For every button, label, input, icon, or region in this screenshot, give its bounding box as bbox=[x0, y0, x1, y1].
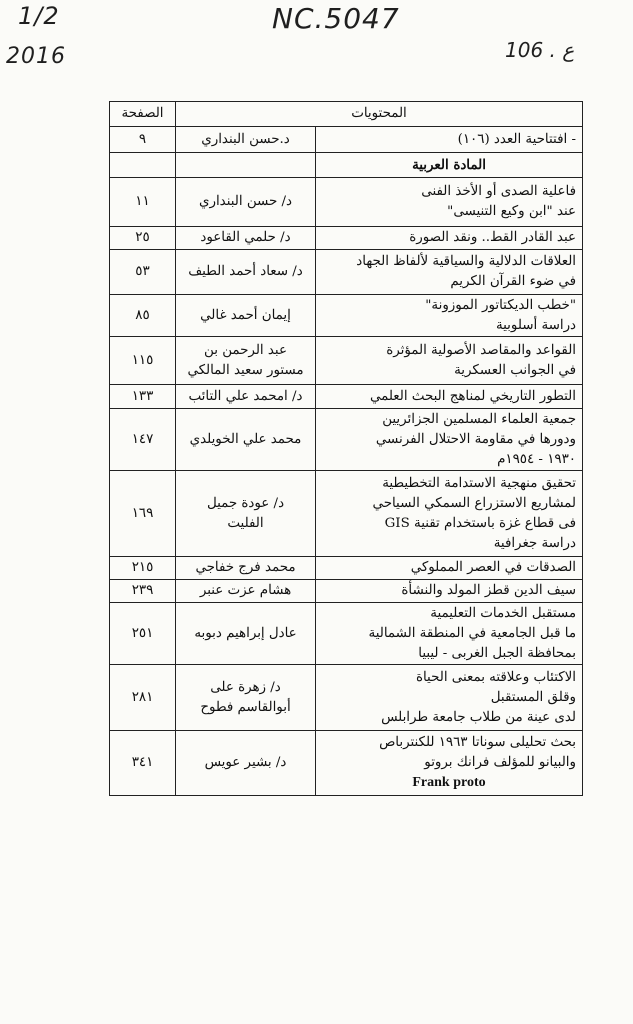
table-row bbox=[110, 731, 583, 796]
author-line: د/ بشير عويس bbox=[204, 755, 287, 770]
article-author bbox=[176, 557, 316, 580]
title-line: فاعلية الصدى أو الأخذ الفنى bbox=[421, 184, 576, 199]
table-row bbox=[110, 178, 583, 227]
title-line: الصدقات في العصر المملوكي bbox=[410, 560, 576, 575]
article-page-number bbox=[110, 153, 176, 178]
title-line: جمعية العلماء المسلمين الجزائريين bbox=[382, 411, 576, 427]
author-line: أبوالقاسم فطوح bbox=[200, 699, 291, 715]
article-title bbox=[316, 603, 583, 665]
author-line: د/ زهرة على bbox=[210, 679, 281, 695]
header-page: الصفحة bbox=[110, 102, 176, 127]
table-row bbox=[110, 603, 583, 665]
article-page-number: ١١٥ bbox=[110, 337, 176, 385]
title-line: ١٩٣٠ - ١٩٥٤م bbox=[497, 451, 576, 467]
table-row bbox=[110, 409, 583, 471]
article-author bbox=[176, 665, 316, 731]
table-row bbox=[110, 580, 583, 603]
article-author bbox=[176, 178, 316, 227]
article-title bbox=[316, 337, 583, 385]
article-author bbox=[176, 603, 316, 665]
article-author bbox=[176, 337, 316, 385]
article-title bbox=[316, 471, 583, 557]
author-line: مستور سعيد المالكي bbox=[187, 362, 304, 378]
title-line: بحث تحليلى سوناتا ١٩٦٣ للكنترباص bbox=[379, 735, 576, 750]
article-title bbox=[316, 557, 583, 580]
title-line: وقلق المستقبل bbox=[490, 689, 576, 705]
article-page-number: ٩ bbox=[110, 127, 176, 153]
article-title bbox=[316, 178, 583, 227]
title-line: عند "ابن وكيع التنيسى" bbox=[447, 204, 576, 219]
table-row bbox=[110, 471, 583, 557]
author-line: د/ حلمي القاعود bbox=[200, 230, 291, 245]
article-page-number: ١١ bbox=[110, 178, 176, 227]
title-line: في ضوء القرآن الكريم bbox=[450, 274, 576, 289]
article-page-number: ٢٥ bbox=[110, 227, 176, 250]
article-page-number: ٥٣ bbox=[110, 250, 176, 295]
handwritten-issue-number: 106 . ع bbox=[505, 38, 575, 62]
article-page-number: ١٦٩ bbox=[110, 471, 176, 557]
title-line: بمحافظة الجبل الغربى - ليبيا bbox=[418, 645, 576, 661]
title-line: مستقبل الخدمات التعليمية bbox=[430, 605, 576, 621]
article-author bbox=[176, 580, 316, 603]
title-line: والبيانو للمؤلف فرانك بروتو bbox=[424, 755, 576, 770]
title-line: القواعد والمقاصد الأصولية المؤثرة bbox=[386, 342, 576, 358]
table-row bbox=[110, 295, 583, 337]
author-line: د/ سعاد أحمد الطيف bbox=[188, 264, 303, 279]
article-title bbox=[316, 127, 583, 153]
table-header-row bbox=[110, 102, 583, 127]
article-author bbox=[176, 471, 316, 557]
title-line: لدى عينة من طلاب جامعة طرابلس bbox=[381, 709, 576, 725]
author-line: هشام عزت عنبر bbox=[199, 583, 292, 598]
article-author bbox=[176, 295, 316, 337]
article-title bbox=[316, 250, 583, 295]
author-line: إيمان أحمد غالي bbox=[200, 307, 291, 323]
article-page-number: ٣٤١ bbox=[110, 731, 176, 796]
title-line: العلاقات الدلالية والسياقية لألفاظ الجهاد bbox=[356, 254, 576, 269]
title-line: عبد القادر القط.. ونقد الصورة bbox=[409, 230, 576, 245]
header-contents: المحتويات bbox=[176, 102, 583, 127]
article-author bbox=[176, 385, 316, 409]
article-page-number: ٨٥ bbox=[110, 295, 176, 337]
table-row bbox=[110, 250, 583, 295]
title-line: في الجوانب العسكرية bbox=[454, 362, 576, 378]
article-title bbox=[316, 153, 583, 178]
author-line: الفليت bbox=[227, 515, 264, 531]
handwritten-catalog-number: NC.5047 bbox=[272, 2, 400, 35]
article-author bbox=[176, 409, 316, 471]
title-line: لمشاريع الاستزراع السمكي السياحي bbox=[372, 495, 576, 511]
table-row bbox=[110, 385, 583, 409]
title-line: Frank proto bbox=[412, 775, 486, 790]
author-line: محمد فرج خفاجي bbox=[195, 560, 296, 575]
article-page-number: ٢٣٩ bbox=[110, 580, 176, 603]
table-row bbox=[110, 665, 583, 731]
table-row bbox=[110, 337, 583, 385]
title-line: ما قبل الجامعية في المنطقة الشمالية bbox=[368, 625, 576, 641]
table-row bbox=[110, 557, 583, 580]
article-author bbox=[176, 153, 316, 178]
article-author bbox=[176, 227, 316, 250]
author-line: عادل إبراهيم دبوبه bbox=[194, 625, 297, 641]
article-title bbox=[316, 580, 583, 603]
article-page-number: ٢٥١ bbox=[110, 603, 176, 665]
article-title bbox=[316, 409, 583, 471]
title-line: سيف الدين قطز المولد والنشأة bbox=[401, 583, 576, 598]
title-line: التطور التاريخي لمناهج البحث العلمي bbox=[369, 388, 576, 404]
handwritten-year: 2016 bbox=[6, 44, 66, 69]
author-line: د.حسن البنداري bbox=[201, 131, 290, 147]
article-author bbox=[176, 250, 316, 295]
article-title bbox=[316, 295, 583, 337]
article-author bbox=[176, 127, 316, 153]
article-title bbox=[316, 385, 583, 409]
article-page-number: ١٤٧ bbox=[110, 409, 176, 471]
article-page-number: ٢٨١ bbox=[110, 665, 176, 731]
author-line: د/ عودة جميل bbox=[206, 495, 285, 511]
article-title bbox=[316, 665, 583, 731]
title-line: المادة العربية bbox=[412, 157, 486, 173]
table-row bbox=[110, 127, 583, 153]
article-page-number: ١٣٣ bbox=[110, 385, 176, 409]
author-line: عبد الرحمن بن bbox=[204, 342, 287, 358]
contents-table bbox=[109, 101, 583, 796]
handwritten-fraction: 1/2 bbox=[18, 2, 60, 30]
article-page-number: ٢١٥ bbox=[110, 557, 176, 580]
title-line: - افتتاحية العدد (١٠٦) bbox=[457, 131, 576, 147]
author-line: د/ حسن البنداري bbox=[199, 194, 292, 209]
article-author bbox=[176, 731, 316, 796]
table-row bbox=[110, 153, 583, 178]
article-title bbox=[316, 227, 583, 250]
title-line: دراسة أسلوبية bbox=[495, 317, 576, 333]
table-row bbox=[110, 227, 583, 250]
article-title bbox=[316, 731, 583, 796]
author-line: د/ امحمد علي التائب bbox=[188, 388, 303, 404]
title-line: فى قطاع غزة باستخدام تقنية GIS bbox=[384, 515, 576, 531]
title-line: "خطب الديكتاتور الموزونة" bbox=[425, 297, 576, 313]
title-line: ودورها في مقاومة الاحتلال الفرنسي bbox=[375, 431, 576, 447]
title-line: دراسة جغرافية bbox=[493, 535, 576, 551]
author-line: محمد علي الخويلدي bbox=[189, 431, 302, 447]
title-line: تحقيق منهجية الاستدامة التخطيطية bbox=[382, 475, 576, 491]
title-line: الاكتئاب وعلاقته بمعنى الحياة bbox=[415, 669, 576, 685]
